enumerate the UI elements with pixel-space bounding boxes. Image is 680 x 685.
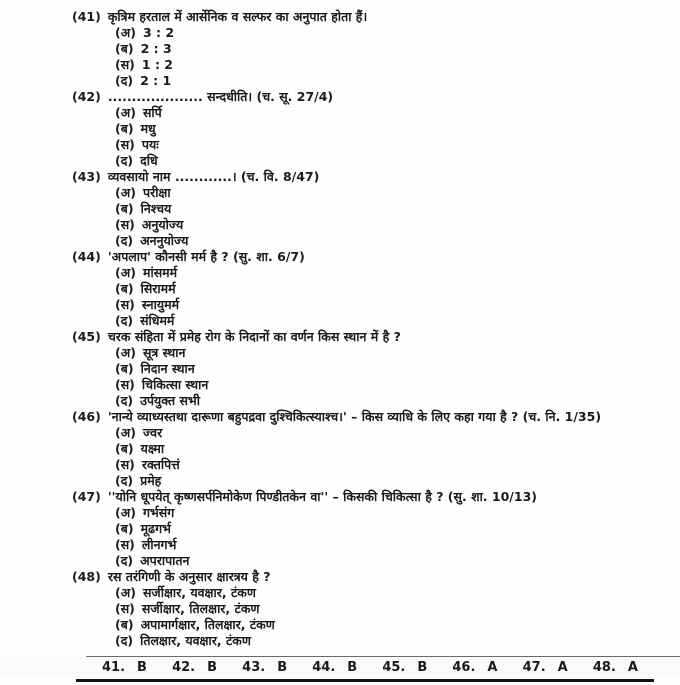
option-label: (द) (115, 473, 134, 488)
option-text: मधु (140, 121, 156, 136)
option-item (115, 25, 680, 41)
question-text: व्यवसायो नाम ............। (च. वि. 8/47) (107, 169, 320, 184)
option-item (115, 297, 680, 313)
option-text: सर्जीक्षार, तिलक्षार, टंकण (141, 601, 260, 616)
option-item (115, 121, 680, 137)
option-label: (द) (115, 153, 134, 168)
option-text: 2 : 3 (140, 41, 172, 56)
answer-letter: A (627, 660, 638, 675)
question-line (72, 489, 680, 505)
option-item (115, 441, 680, 457)
answer-key-item (102, 660, 147, 675)
question-number: (46) (72, 409, 101, 424)
option-item (115, 265, 680, 281)
answer-key-item (312, 660, 357, 675)
option-text: संधिमर्म (140, 313, 175, 328)
option-item (115, 521, 680, 537)
answer-question-number: 42. (172, 660, 196, 675)
option-label: (अ) (115, 185, 136, 200)
answer-key-item (593, 660, 638, 675)
option-item (115, 393, 680, 409)
question-item (72, 169, 680, 249)
option-text: मांसमर्म (142, 265, 178, 280)
option-text: सर्पि (142, 105, 162, 120)
option-label: (स) (115, 457, 135, 472)
option-text: अनुयोज्य (141, 217, 184, 232)
option-text: चिकित्सा स्थान (141, 377, 209, 392)
option-label: (ब) (115, 41, 134, 56)
question-line (72, 169, 680, 185)
question-number: (41) (72, 9, 101, 24)
option-label: (स) (115, 217, 135, 232)
question-number: (42) (72, 89, 101, 104)
option-text: अननुयोज्य (140, 233, 189, 248)
answer-letter: A (487, 660, 498, 675)
option-label: (स) (115, 297, 135, 312)
option-item (115, 185, 680, 201)
option-text: मूढगर्भ (140, 521, 171, 536)
option-label: (द) (115, 553, 134, 568)
option-item (115, 281, 680, 297)
option-label: (ब) (115, 617, 134, 632)
option-label: (ब) (115, 281, 134, 296)
answer-letter: B (137, 660, 147, 675)
answer-question-number: 45. (382, 660, 406, 675)
option-label: (द) (115, 313, 134, 328)
option-text: अपामार्गक्षार, तिलक्षार, टंकण (140, 617, 275, 632)
answer-letter: B (417, 660, 428, 675)
option-item (115, 345, 680, 361)
option-label: (अ) (115, 425, 136, 440)
option-text: उर्पयुक्त सभी (140, 393, 200, 408)
option-text: परीक्षा (142, 185, 171, 200)
answer-letter: B (347, 660, 358, 675)
question-number: (45) (72, 329, 101, 344)
option-item (115, 457, 680, 473)
option-item (115, 233, 680, 249)
option-item (115, 153, 680, 169)
option-text: 3 : 2 (142, 25, 175, 40)
option-label: (अ) (115, 345, 136, 360)
option-label: (स) (115, 537, 135, 552)
option-item (115, 137, 680, 153)
option-label: (द) (115, 233, 134, 248)
question-text: 'नान्ये व्याध्यस्तथा दारूणा बहुपद्रवा दुश्चिकित्स्याश्च।' – किस व्याधि के लिए कहा गया है ? (च. नि. 1/35) (107, 409, 602, 424)
option-label: (अ) (115, 25, 136, 40)
option-label: (द) (115, 633, 134, 648)
option-text: पयः (141, 137, 159, 152)
question-item (72, 89, 680, 169)
option-label: (स) (115, 57, 135, 72)
option-label: (अ) (115, 585, 136, 600)
option-item (115, 57, 680, 73)
question-line (72, 89, 680, 105)
option-text: सूत्र स्थान (142, 345, 186, 360)
option-item (115, 201, 680, 217)
question-number: (43) (72, 169, 101, 184)
option-item (115, 617, 680, 633)
option-item (115, 73, 680, 89)
option-label: (अ) (115, 265, 136, 280)
option-text: लीनगर्भ (141, 537, 177, 552)
option-item (115, 361, 680, 377)
question-line (72, 329, 680, 345)
option-label: (ब) (115, 201, 134, 216)
option-label: (द) (115, 73, 134, 88)
option-item (115, 105, 680, 121)
option-text: निदान स्थान (140, 361, 195, 376)
answer-question-number: 46. (452, 660, 476, 675)
question-item (72, 569, 680, 649)
answer-key-bottom-rule (76, 679, 654, 682)
option-item (115, 425, 680, 441)
option-item (115, 313, 680, 329)
answer-key-item (242, 660, 287, 675)
question-number: (48) (72, 569, 101, 584)
option-text: यक्ष्मा (140, 441, 165, 456)
option-item (115, 505, 680, 521)
answer-letter: B (207, 660, 218, 675)
option-label: (ब) (115, 521, 134, 536)
answer-letter: A (557, 660, 568, 675)
option-text: 2 : 1 (140, 73, 172, 88)
option-label: (ब) (115, 121, 134, 136)
option-item (115, 601, 680, 617)
option-item (115, 377, 680, 393)
question-text: ''योनि धूपयेत् कृष्णसर्पनिमोकेण पिण्डीतकेन वा'' – किसकी चिकित्सा है ? (सु. शा. 10/13) (107, 489, 537, 504)
question-text: चरक संहिता में प्रमेह रोग के निदानों का वर्णन किस स्थान में है ? (107, 329, 401, 344)
answer-key-item (523, 660, 568, 675)
option-item (115, 553, 680, 569)
question-text: रस तरंगिणी के अनुसार क्षारत्रय है ? (107, 569, 271, 584)
option-text: निश्चय (140, 201, 172, 216)
question-line (72, 249, 680, 265)
answer-key-section (0, 656, 680, 682)
question-item (72, 329, 680, 409)
question-number: (44) (72, 249, 101, 264)
option-text: तिलक्षार, यवक्षार, टंकण (140, 633, 251, 648)
option-label: (स) (115, 377, 135, 392)
question-line (72, 9, 680, 25)
answer-question-number: 43. (242, 660, 266, 675)
option-label: (स) (115, 137, 135, 152)
option-item (115, 41, 680, 57)
question-text: कृत्रिम हरताल में आर्सेनिक व सल्फर का अनुपात होता हैं। (107, 9, 368, 24)
option-text: स्नायुमर्म (141, 297, 180, 312)
option-text: सिरामर्म (140, 281, 176, 296)
answer-key-row (0, 657, 680, 678)
question-item (72, 489, 680, 569)
option-text: रक्तपित्तं (141, 457, 180, 472)
option-text: प्रमेह (140, 473, 162, 488)
question-item (72, 9, 680, 89)
question-item (72, 409, 680, 489)
option-text: ज्वर (142, 425, 163, 440)
question-number: (47) (72, 489, 101, 504)
question-item (72, 249, 680, 329)
answer-question-number: 47. (522, 660, 546, 675)
option-item (115, 585, 680, 601)
question-line (72, 409, 680, 425)
answer-question-number: 41. (102, 660, 126, 675)
option-label: (ब) (115, 441, 134, 456)
question-line (72, 569, 680, 585)
option-text: दधि (140, 153, 158, 168)
option-label: (द) (115, 393, 134, 408)
option-item (115, 537, 680, 553)
question-text: .................... सन्दधीति। (च. सू. 27/4) (107, 89, 334, 104)
question-text: 'अपलाप' कौनसी मर्म है ? (सु. शा. 6/7) (107, 249, 305, 264)
option-label: (अ) (115, 505, 136, 520)
answer-question-number: 44. (312, 660, 336, 675)
option-label: (स) (115, 601, 135, 616)
option-item (115, 473, 680, 489)
questions-container (72, 9, 680, 649)
answer-letter: B (277, 660, 288, 675)
option-label: (अ) (115, 105, 136, 120)
option-text: गर्भसंग (142, 505, 175, 520)
option-text: अपरापातन (140, 553, 190, 568)
answer-key-item (172, 660, 217, 675)
answer-key-item (382, 660, 427, 675)
option-text: 1 : 2 (141, 57, 173, 72)
option-text: सर्जीक्षार, यवक्षार, टंकण (142, 585, 256, 600)
answer-key-item (452, 660, 497, 675)
answer-question-number: 48. (592, 660, 616, 675)
option-label: (ब) (115, 361, 134, 376)
option-item (115, 633, 680, 649)
option-item (115, 217, 680, 233)
